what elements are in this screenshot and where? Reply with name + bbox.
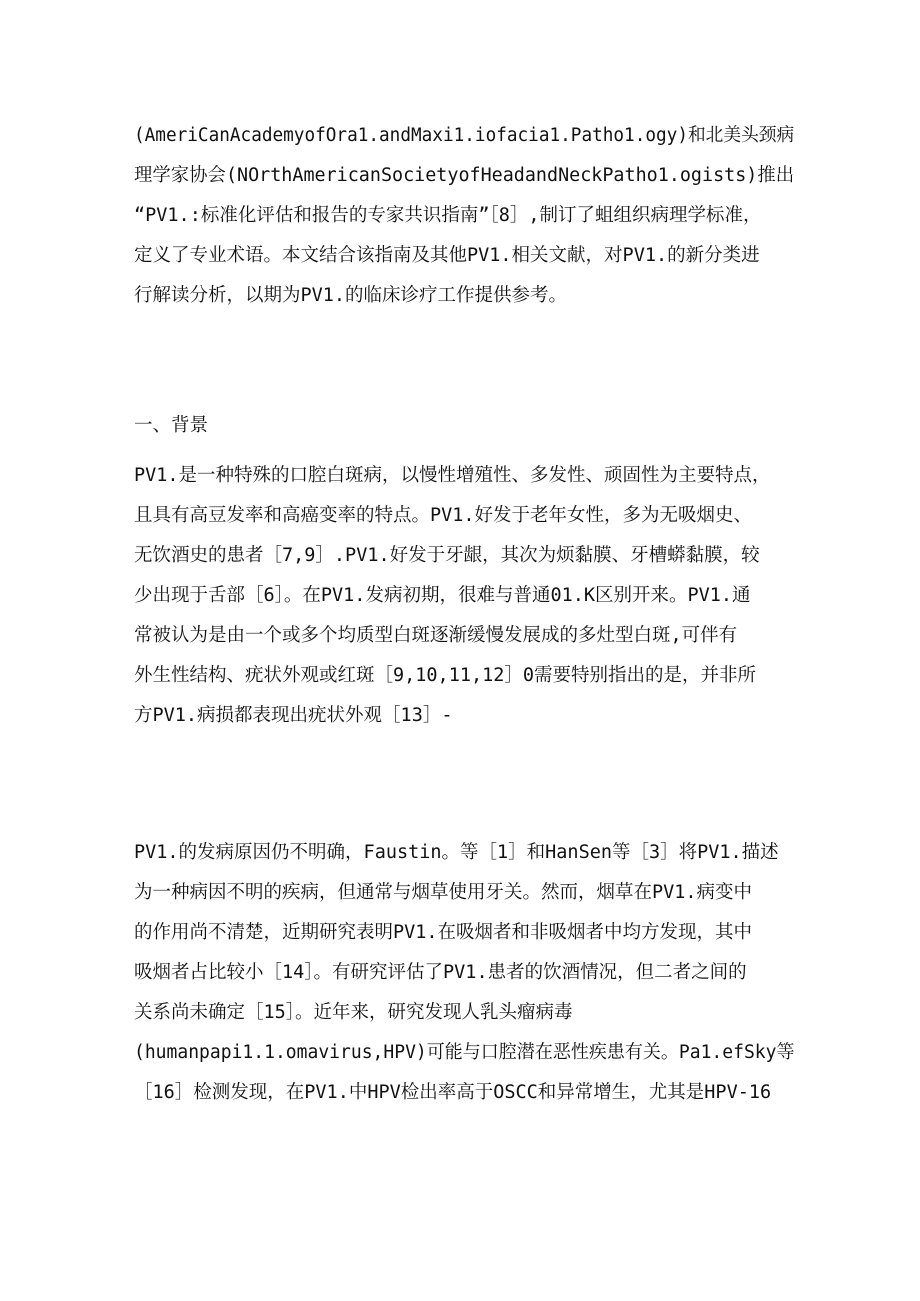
text-line: 吸烟者占比较小［14］。有研究评估了PV1.患者的饮酒情况，但二者之间的 [134, 962, 747, 983]
text-line: 方PV1.病损都表现出疣状外观［13］- [134, 705, 453, 726]
text-line: 无饮酒史的患者［7,9］.PV1.好发于牙龈，其次为烦黏膜、牙槽蟒黏膜，较 [134, 545, 760, 566]
text-line: PV1.是一种特殊的口腔白斑病，以慢性增殖性、多发性、顽固性为主要特点， [134, 465, 771, 486]
text-line: 为一种病因不明的疾病，但通常与烟草使用牙关。然而，烟草在PV1.病变中 [134, 882, 753, 903]
paragraph-intro [134, 116, 794, 316]
text-line: “PV1.:标准化评估和报告的专家共识指南”［8］,制订了蛆组织病理学标准， [134, 205, 762, 226]
text-line: 定义了专业术语。本文结合该指南及其他PV1.相关文献，对PV1.的新分类进 [134, 245, 760, 266]
text-line: 理学家协会(NOrthAmericanSocietyofHeadandNeckPatho1.ogists)推出 [134, 165, 795, 186]
section-heading-block [134, 406, 794, 446]
text-line: 外生性结构、疣状外观或红斑［9,10,11,12］0需要特别指出的是，并非所 [134, 665, 757, 686]
paragraph-etiology [134, 833, 794, 1113]
text-line: 关系尚未确定［15］。近年来，研究发现人乳头瘤病毒 [134, 1002, 573, 1023]
text-line: 且具有高豆发率和高癌变率的特点。PV1.好发于老年女性，多为无吸烟史、 [134, 505, 753, 526]
paragraph-background [134, 456, 794, 736]
text-line: 常被认为是由一个或多个均质型白斑逐渐缓慢发展成的多灶型白斑,可伴有 [134, 625, 738, 646]
section-heading: 一、背景 [134, 415, 209, 436]
text-line: (AmeriCanAcademyofOra1.andMaxi1.iofacia1.Patho1.ogy)和北美头颈病 [134, 125, 795, 146]
text-line: PV1.的发病原因仍不明确，Faustin。等［1］和HanSen等［3］将PV1.描述 [134, 842, 779, 863]
text-line: (humanpapi1.1.omavirus,HPV)可能与口腔潜在恶性疾患有关。Pa1.efSky等 [134, 1042, 795, 1063]
text-line: ［16］检测发现，在PV1.中HPV检出率高于OSCC和异常增生，尤其是HPV-16 [134, 1082, 772, 1103]
text-line: 行解读分析，以期为PV1.的临床诊疗工作提供参考。 [134, 285, 568, 306]
text-line: 的作用尚不清楚，近期研究表明PV1.在吸烟者和非吸烟者中均方发现，其中 [134, 922, 753, 943]
text-line: 少出现于舌部［6］。在PV1.发病初期，很难与普通01.K区别开来。PV1.通 [134, 585, 751, 606]
